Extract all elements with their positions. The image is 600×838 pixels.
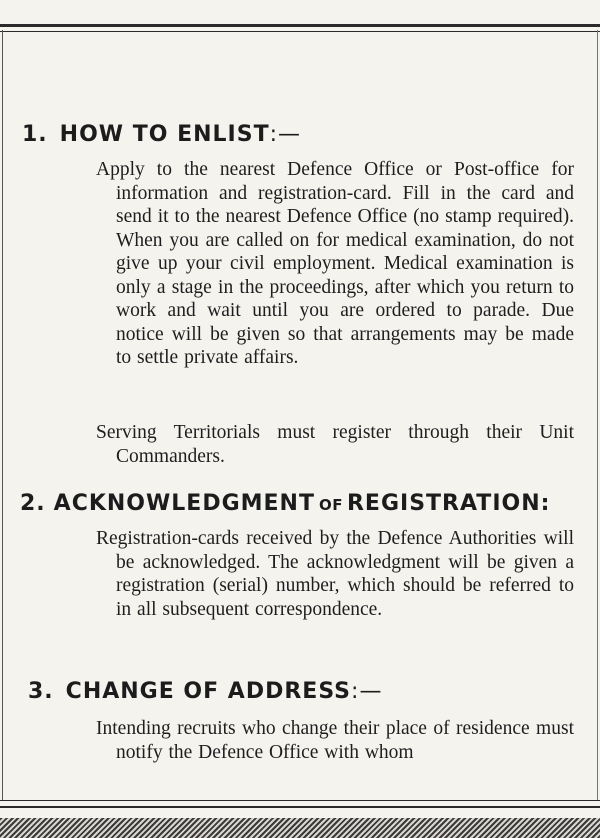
section-1-heading — [22, 122, 301, 147]
left-column-border — [2, 30, 3, 800]
bottom-rule-thick — [0, 806, 600, 808]
section-2-number: 2. — [20, 491, 46, 516]
section-2-separator: : — [540, 491, 551, 516]
section-1-title: HOW TO ENLIST — [59, 122, 270, 147]
section-2-title-small: OF — [318, 496, 343, 514]
section-3-heading — [28, 679, 382, 704]
section-1-paragraph-1: Apply to the nearest Defence Office or Post-office for information and registration-card. Fill in the card and send it to the nearest Defence Office (no stamp required). When you are called on for medical examination, do not give up your civil employment. Medical examination is only a stage in the proceedings, after which you return to work and wait until you are ordered to parade. Due notice will be given so that arrangements may be made to settle private affairs. — [96, 159, 574, 368]
section-3-number: 3. — [28, 679, 54, 704]
section-2-paragraph-1: Registration-cards received by the Defence Authorities will be acknowledged. The acknowledgment will be given a registration (serial) number, which should be referred to in all subsequent correspondence. — [96, 528, 574, 620]
section-2-title-rest: REGISTRATION — [346, 491, 541, 516]
section-3-paragraph-1: Intending recruits who change their place of residence must notify the Defence Office with whom — [96, 718, 574, 763]
section-1-paragraph-2: Serving Territorials must register through their Unit Commanders. — [96, 422, 574, 467]
section-3-title: CHANGE OF ADDRESS — [65, 679, 352, 704]
bottom-hatched-border — [0, 818, 600, 838]
section-3-separator: :— — [351, 679, 383, 704]
bottom-rule-thin — [0, 800, 600, 801]
section-1-separator: :— — [269, 122, 301, 147]
top-rule-thin — [0, 31, 600, 32]
section-1-number: 1. — [22, 122, 48, 147]
top-rule-thick — [0, 24, 600, 27]
section-2-title: ACKNOWLEDGMENT — [53, 491, 315, 516]
right-column-border — [597, 30, 598, 800]
section-2-heading — [20, 491, 550, 516]
